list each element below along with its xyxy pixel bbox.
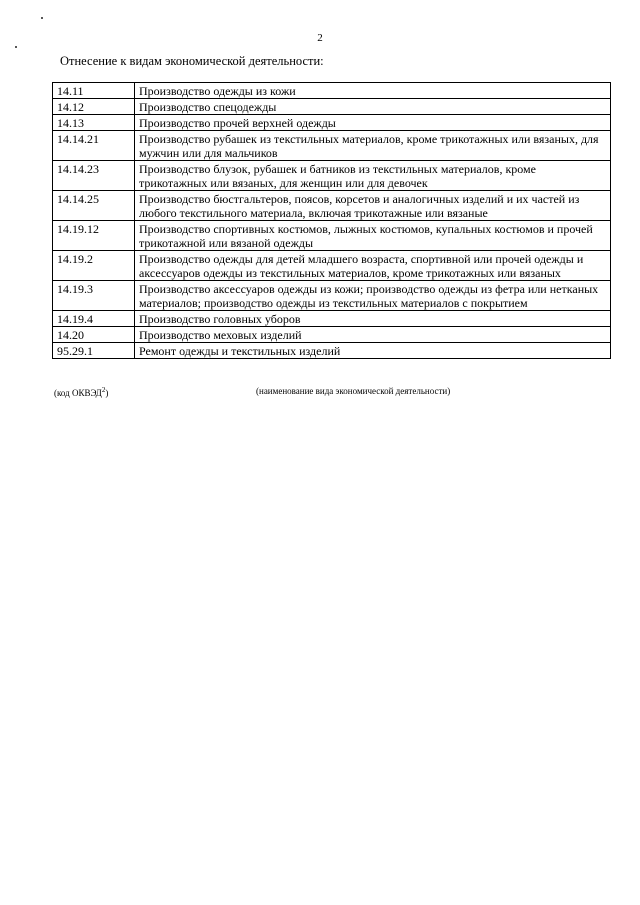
table-row [53, 251, 611, 281]
okved-code-cell: 14.12 [53, 99, 135, 115]
okved-code-cell: 14.14.23 [53, 161, 135, 191]
activity-name-cell: Производство блузок, рубашек и батников из текстильных материалов, кроме трикотажных или вязаных, для женщин или для девочек [135, 161, 611, 191]
activity-name-cell: Производство спецодежды [135, 99, 611, 115]
activity-name-cell: Производство одежды из кожи [135, 83, 611, 99]
activity-name-cell: Ремонт одежды и текстильных изделий [135, 343, 611, 359]
activity-name-cell: Производство одежды для детей младшего возраста, спортивной или прочей одежды и аксессуаров одежды из текстильных материалов, кроме трикотажных или вязаных [135, 251, 611, 281]
table-row [53, 99, 611, 115]
okved-code-cell: 14.20 [53, 327, 135, 343]
activity-name-cell: Производство спортивных костюмов, лыжных костюмов, купальных костюмов и прочей трикотажной или вязаной одежды [135, 221, 611, 251]
table-row [53, 281, 611, 311]
table-row [53, 343, 611, 359]
okved-code-cell: 14.19.2 [53, 251, 135, 281]
table-row [53, 115, 611, 131]
okved-code-cell: 95.29.1 [53, 343, 135, 359]
okved-table [52, 82, 611, 359]
okved-code-cell: 14.19.3 [53, 281, 135, 311]
table-row [53, 191, 611, 221]
table-row [53, 221, 611, 251]
page-number: 2 [317, 32, 323, 44]
okved-code-cell: 14.14.21 [53, 131, 135, 161]
activity-name-cell: Производство головных уборов [135, 311, 611, 327]
scan-speck [41, 17, 43, 19]
okved-code-cell: 14.14.25 [53, 191, 135, 221]
activity-name-cell: Производство бюстгальтеров, поясов, корсетов и аналогичных изделий и их частей из любого текстильного материала, включая трикотажные или вязаные [135, 191, 611, 221]
activity-name-cell: Производство аксессуаров одежды из кожи; производство одежды из фетра или нетканых материалов; производство одежды из текстильных материалов с покрытием [135, 281, 611, 311]
okved-code-cell: 14.13 [53, 115, 135, 131]
name-caption: (наименование вида экономической деятельности) [256, 386, 451, 396]
table-row [53, 327, 611, 343]
okved-code-cell: 14.19.12 [53, 221, 135, 251]
activity-name-cell: Производство прочей верхней одежды [135, 115, 611, 131]
table-row [53, 131, 611, 161]
table-row [53, 83, 611, 99]
activity-name-cell: Производство меховых изделий [135, 327, 611, 343]
code-caption-label: (код ОКВЭД [54, 388, 102, 398]
code-caption-footnote: 2 [101, 386, 106, 394]
okved-table-body [53, 83, 611, 359]
code-caption-close: ) [105, 388, 109, 398]
table-row [53, 161, 611, 191]
table-row [53, 311, 611, 327]
code-caption [54, 386, 108, 398]
section-heading: Отнесение к видам экономической деятельности: [60, 54, 324, 68]
okved-code-cell: 14.11 [53, 83, 135, 99]
activity-name-cell: Производство рубашек из текстильных материалов, кроме трикотажных или вязаных, для мужчин или для мальчиков [135, 131, 611, 161]
scan-speck [15, 46, 17, 48]
okved-code-cell: 14.19.4 [53, 311, 135, 327]
